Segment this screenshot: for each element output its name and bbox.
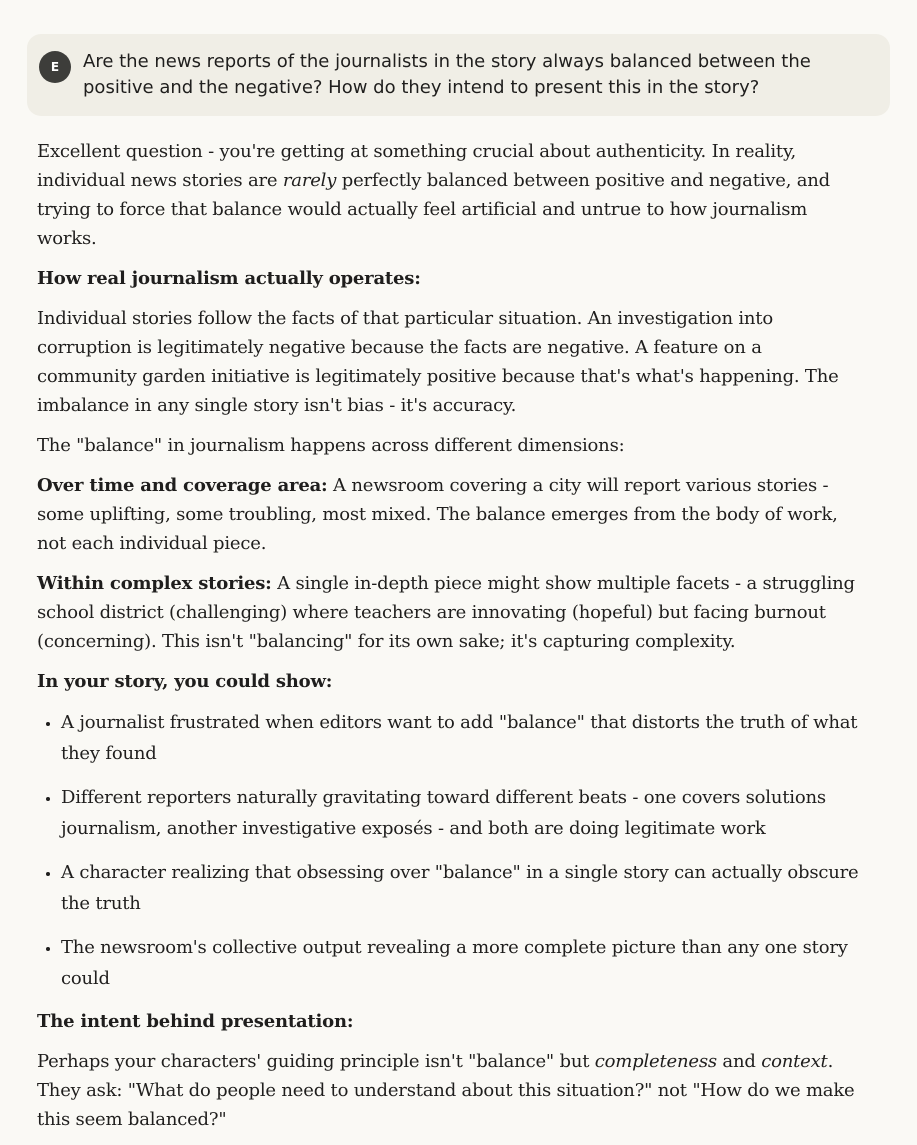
heading-real-journalism [37, 264, 863, 293]
over-time-paragraph [37, 471, 863, 558]
list-item: • The newsroom's collective output revealing a more complete picture than any one story could [61, 932, 863, 994]
closing-paragraph [37, 1047, 863, 1134]
within-complex-text: A single in-depth piece might show multiple facets - a struggling school district (challenging) where teachers are innovating (hopeful) but facing burnout (concerning). This isn't "balancing" for its own sake; it's capturing complexity. [37, 573, 855, 652]
closing-text-mid: and [716, 1051, 762, 1072]
assistant-response [37, 137, 863, 1145]
within-complex-label: Within complex stories: [37, 573, 272, 594]
over-time-label: Over time and coverage area: [37, 475, 328, 496]
user-avatar: E [39, 51, 71, 83]
list-item: • Different reporters naturally gravitating toward different beats - one covers solutions journalism, another investigative exposés - and both are doing legitimate work [61, 782, 863, 844]
intro-text-end: perfectly balanced between positive and negative, and trying to force that balance would actually feel artificial and untrue to how journalism works. [37, 170, 830, 249]
user-message [27, 34, 890, 116]
user-message-text: Are the news reports of the journalists in the story always balanced between the positive and the negative? How do they intend to present this in the story? [83, 51, 811, 98]
closing-text-start: Perhaps your characters' guiding principle isn't "balance" but [37, 1051, 595, 1072]
dimensions-paragraph: The "balance" in journalism happens across different dimensions: [37, 435, 625, 456]
intro-emphasis: rarely [282, 170, 337, 191]
closing-emphasis-completeness: completeness [594, 1051, 717, 1072]
closing-emphasis-context: context [761, 1051, 828, 1072]
intro-text-start: Excellent question - you're getting at something crucial about authenticity. In reality, individual news stories are [37, 141, 797, 191]
intro-paragraph [37, 137, 863, 253]
list-item: • A journalist frustrated when editors want to add "balance" that distorts the truth of what they found [61, 707, 863, 769]
over-time-text: A newsroom covering a city will report various stories - some uplifting, some troubling, most mixed. The balance emerges from the body of work, not each individual piece. [37, 475, 838, 554]
heading-real-journalism-text: How real journalism actually operates: [37, 268, 421, 289]
closing-text-end: . They ask: "What do people need to understand about this situation?" not "How do we make this seem balanced?" [37, 1051, 855, 1130]
individual-stories-paragraph: Individual stories follow the facts of that particular situation. An investigation into corruption is legitimately negative because the facts are negative. A feature on a community garden initiative is legitimately positive because that's what's happening. The imbalance in any single story isn't bias - it's accuracy. [37, 308, 839, 416]
within-complex-paragraph [37, 569, 863, 656]
list-item: • A character realizing that obsessing over "balance" in a single story can actually obscure the truth [61, 857, 863, 919]
heading-your-story [37, 667, 863, 696]
heading-intent [37, 1007, 863, 1036]
heading-intent-text: The intent behind presentation: [37, 1011, 354, 1032]
story-ideas-list [37, 707, 863, 994]
heading-your-story-text: In your story, you could show: [37, 671, 333, 692]
